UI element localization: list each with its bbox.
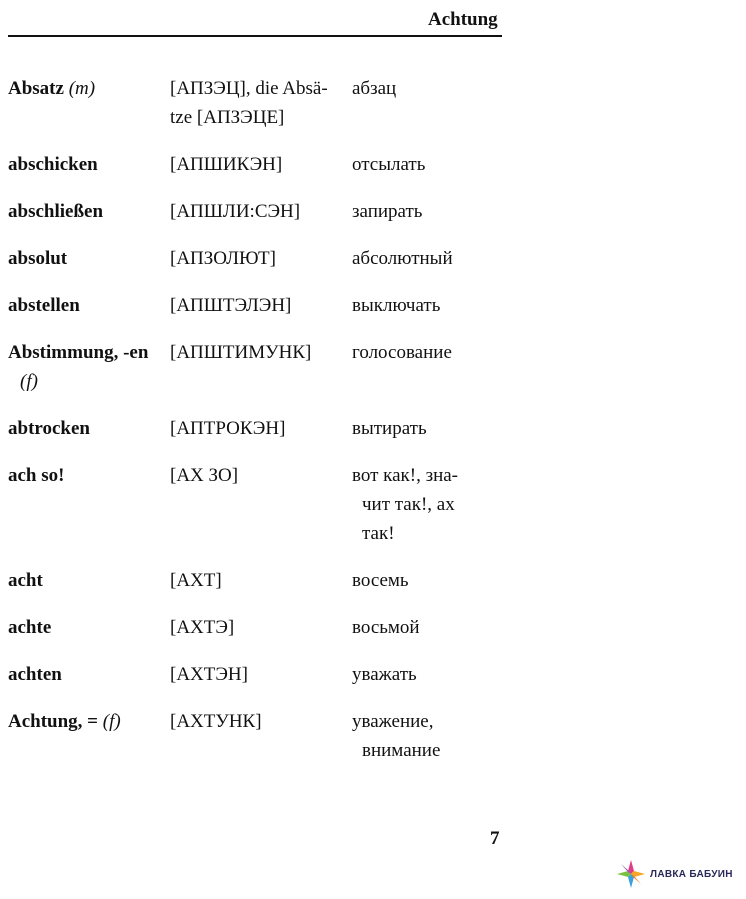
entry-pronunciation: [АПТРОКЭН] <box>170 418 286 439</box>
entry-translation: восемь <box>352 570 409 591</box>
dictionary-entry <box>8 566 508 595</box>
dictionary-entry <box>8 291 508 320</box>
dictionary-entry <box>8 150 508 179</box>
entry-translation: уважать <box>352 664 417 685</box>
entry-translation: абсолютный <box>352 248 453 269</box>
entry-word: Absatz (m) <box>8 78 96 99</box>
entry-word: absolut <box>8 248 68 269</box>
header-rule <box>8 35 502 37</box>
entry-translation: восьмой <box>352 617 420 638</box>
entry-translation: выключать <box>352 295 441 316</box>
dictionary-entry <box>8 74 508 132</box>
dictionary-entry <box>8 338 508 396</box>
dictionary-entry <box>8 414 508 443</box>
entry-word: acht <box>8 570 43 591</box>
entry-pronunciation: [АПЗОЛЮТ] <box>170 248 276 269</box>
entry-word: abtrocken <box>8 418 90 439</box>
entry-translation: отсылать <box>352 154 426 175</box>
entry-translation: вот как!, зна- чит так!, ах так! <box>352 465 459 544</box>
entry-word: Achtung, = (f) <box>8 711 121 732</box>
logo-text: ЛАВКА БАБУИН <box>650 868 733 880</box>
entry-pronunciation: [АПШТИМУНК] <box>170 342 312 363</box>
entry-word: abschicken <box>8 154 98 175</box>
dictionary-entry <box>8 461 508 548</box>
entry-pronunciation: [АПЗЭЦ], die Absä- tze [АПЗЭЦЕ] <box>170 78 328 128</box>
entry-translation: запирать <box>352 201 423 222</box>
entry-pronunciation: [АХТЭН] <box>170 664 248 685</box>
entry-pronunciation: [АХТ] <box>170 570 222 591</box>
entry-word: achten <box>8 664 62 685</box>
entry-pronunciation: [АХ ЗО] <box>170 465 239 486</box>
entry-word: achte <box>8 617 52 638</box>
dictionary-entry <box>8 197 508 226</box>
entry-translation: уважение, внимание <box>352 711 441 761</box>
entry-pronunciation: [АПШЛИ:СЭН] <box>170 201 301 222</box>
header-title: Achtung <box>428 9 498 30</box>
dictionary-entry <box>8 244 508 273</box>
star-icon <box>616 859 646 889</box>
entry-pronunciation: [АХТЭ] <box>170 617 235 638</box>
dictionary-entry <box>8 613 508 642</box>
entry-translation: голосование <box>352 342 452 363</box>
entry-word: abstellen <box>8 295 80 316</box>
entry-word: ach so! <box>8 465 65 486</box>
entry-pronunciation: [АПШТЭЛЭН] <box>170 295 292 316</box>
dictionary-entry <box>8 707 508 765</box>
entry-word: Abstimmung, -en (f) <box>8 342 149 392</box>
entry-word: abschließen <box>8 201 104 222</box>
dictionary-entries <box>8 74 508 783</box>
entry-pronunciation: [АХТУНК] <box>170 711 262 732</box>
page-number: 7 <box>490 828 500 849</box>
entry-translation: абзац <box>352 78 397 99</box>
entry-pronunciation: [АПШИКЭН] <box>170 154 283 175</box>
publisher-logo <box>616 859 733 889</box>
entry-translation: вытирать <box>352 418 427 439</box>
dictionary-entry <box>8 660 508 689</box>
